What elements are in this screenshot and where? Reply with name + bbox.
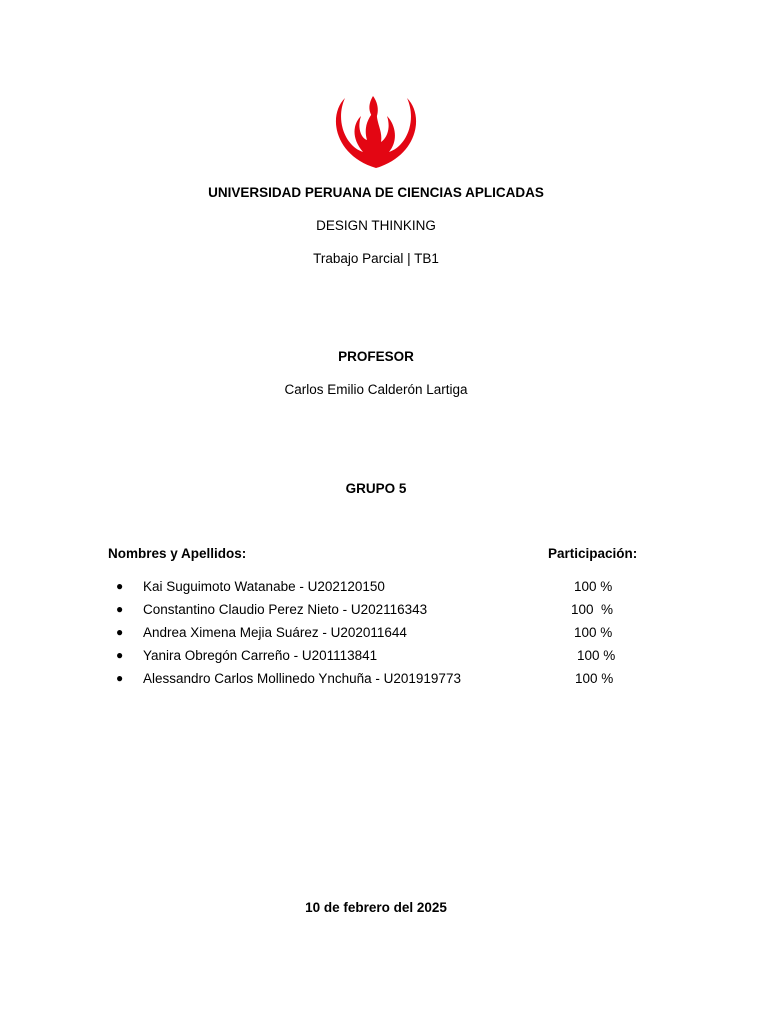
member-name: Alessandro Carlos Mollinedo Ynchuña - U201919773 [143,671,461,686]
document-date: 10 de febrero del 2025 [305,900,447,915]
member-participation: 100 % [571,602,614,617]
bullet-icon: ● [116,671,124,685]
bullet-icon: ● [116,648,124,662]
list-item [0,646,768,669]
member-participation: 100 % [574,625,613,640]
member-name: Yanira Obregón Carreño - U201113841 [143,648,378,663]
member-name: Kai Suguimoto Watanabe - U202120150 [143,579,385,594]
member-participation: 100 % [575,671,614,686]
list-item [0,623,768,646]
course-name: DESIGN THINKING [316,218,436,233]
bullet-icon: ● [116,602,124,616]
member-participation: 100 % [574,579,613,594]
bullet-icon: ● [116,579,124,593]
assignment-title: Trabajo Parcial | TB1 [313,251,439,266]
list-item [0,600,768,623]
professor-heading: PROFESOR [338,349,414,364]
participation-column-header: Participación: [548,546,638,561]
member-list [0,577,768,692]
bullet-icon: ● [116,625,124,639]
professor-name: Carlos Emilio Calderón Lartiga [284,382,468,397]
group-title: GRUPO 5 [345,481,407,496]
list-item [0,669,768,692]
member-participation: 100 % [577,648,616,663]
member-name: Andrea Ximena Mejia Suárez - U202011644 [143,625,407,640]
university-name: UNIVERSIDAD PERUANA DE CIENCIAS APLICADAS [208,185,544,200]
upc-logo-icon [333,94,419,170]
list-item [0,577,768,600]
member-name: Constantino Claudio Perez Nieto - U202116343 [143,602,428,617]
names-column-header: Nombres y Apellidos: [108,546,247,561]
